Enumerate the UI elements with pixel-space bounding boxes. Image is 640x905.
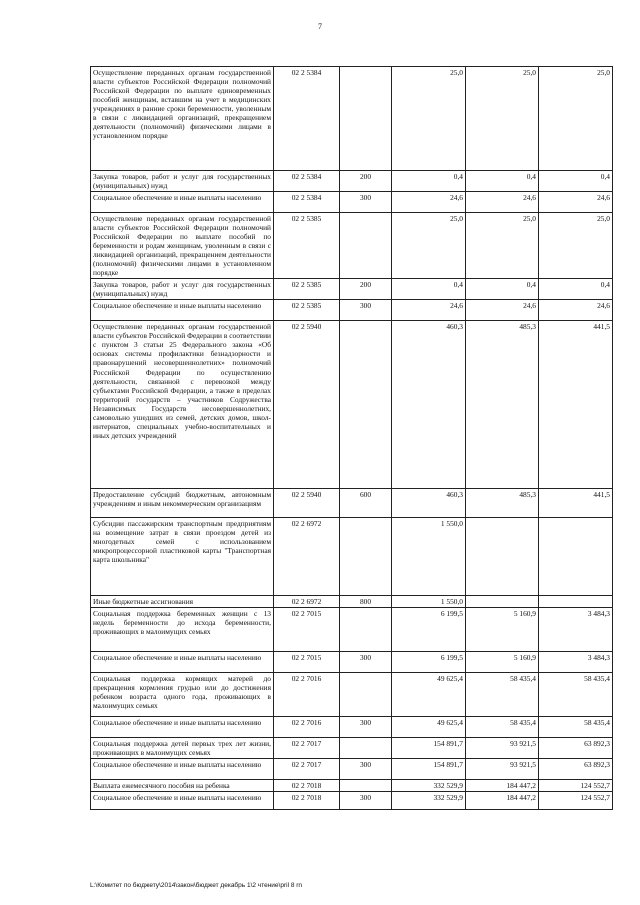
- page-number: 7: [318, 22, 322, 31]
- file-path-footer: L:\Комитет по бюджету\2014\закон\бюджет декабрь 1\2 чтение\pril 8 rn: [90, 882, 303, 889]
- table-row: [91, 596, 613, 608]
- expense-type-code: [340, 738, 392, 759]
- amount-2016: 0,4: [466, 279, 539, 300]
- amount-2016: 93 921,5: [466, 759, 539, 780]
- amount-2015: 154 891,7: [392, 738, 466, 759]
- amount-2015: 154 891,7: [392, 759, 466, 780]
- table-row: [91, 213, 613, 279]
- row-description: Закупка товаров, работ и услуг для государственных (муниципальных) нужд: [91, 171, 274, 192]
- amount-2016: 5 160,9: [466, 652, 539, 673]
- expense-type-code: 600: [340, 489, 392, 518]
- expense-type-code: 300: [340, 717, 392, 738]
- expense-type-code: 300: [340, 192, 392, 213]
- target-article-code: 02 2 5940: [274, 489, 340, 518]
- expense-type-code: [340, 213, 392, 279]
- table-row: [91, 673, 613, 717]
- target-article-code: 02 2 5385: [274, 279, 340, 300]
- amount-2016: 184 447,2: [466, 792, 539, 810]
- expense-type-code: [340, 608, 392, 652]
- row-description: Осуществление переданных органам государственной власти субъектов Российской Федерации в соответствии с пунктом 3 статьи 25 Федерального закона «Об основах системы профилактики безнадзорности и правонарушений несовершеннолетних» полномочий Российской Федерации по осуществлению деятельности, связанной с перевозкой между субъектами Российской Федерации, а также в пределах территорий государств – участников Содружества Независимых Государств несовершеннолетних, самовольно ушедших из семей, детских домов, школ-интернатов, специальных учебно-воспитательных и иных детских учреждений: [91, 321, 274, 489]
- table-body: [91, 67, 613, 810]
- budget-table: [90, 66, 613, 810]
- amount-2017: 25,0: [539, 213, 613, 279]
- target-article-code: 02 2 7015: [274, 608, 340, 652]
- amount-2015: 6 199,5: [392, 652, 466, 673]
- amount-2015: 25,0: [392, 67, 466, 171]
- amount-2017: 0,4: [539, 279, 613, 300]
- row-description: Социальная поддержка детей первых трех лет жизни, проживающих в малоимущих семьях: [91, 738, 274, 759]
- amount-2015: 25,0: [392, 213, 466, 279]
- amount-2015: 49 625,4: [392, 673, 466, 717]
- amount-2016: 25,0: [466, 213, 539, 279]
- row-description: Закупка товаров, работ и услуг для государственных (муниципальных) нужд: [91, 279, 274, 300]
- amount-2016: 25,0: [466, 67, 539, 171]
- amount-2016: [466, 596, 539, 608]
- amount-2015: 460,3: [392, 489, 466, 518]
- row-description: Социальное обеспечение и иные выплаты населению: [91, 792, 274, 810]
- amount-2015: 332 529,9: [392, 792, 466, 810]
- table-row: [91, 759, 613, 780]
- target-article-code: 02 2 7016: [274, 673, 340, 717]
- amount-2015: 332 529,9: [392, 780, 466, 792]
- row-description: Социальная поддержка беременных женщин с 13 недель беременности до исхода беременности, проживающих в малоимущих семьях: [91, 608, 274, 652]
- amount-2015: 6 199,5: [392, 608, 466, 652]
- table-row: [91, 489, 613, 518]
- expense-type-code: 300: [340, 300, 392, 321]
- table-row: [91, 279, 613, 300]
- table-row: [91, 652, 613, 673]
- target-article-code: 02 2 5385: [274, 300, 340, 321]
- expense-type-code: 200: [340, 171, 392, 192]
- row-description: Социальная поддержка кормящих матерей до прекращения кормления грудью или до достижения ребенком возраста одного года, проживающих в малоимущих семьях: [91, 673, 274, 717]
- amount-2017: 58 435,4: [539, 717, 613, 738]
- row-description: Осуществление переданных органам государственной власти субъектов Российской Федерации полномочий Российской Федерации по выплате единовременных пособий женщинам, вставшим на учет в медицинских учреждениях в ранние сроки беременности, уволенным в связи с ликвидацией организаций, прекращением деятельности (полномочий) физическими лицами в установленном порядке: [91, 67, 274, 171]
- row-description: Социальное обеспечение и иные выплаты населению: [91, 652, 274, 673]
- amount-2017: [539, 518, 613, 596]
- amount-2015: 460,3: [392, 321, 466, 489]
- amount-2016: 24,6: [466, 300, 539, 321]
- target-article-code: 02 2 7017: [274, 759, 340, 780]
- amount-2017: 3 484,3: [539, 608, 613, 652]
- table-row: [91, 171, 613, 192]
- row-description: Выплата ежемесячного пособия на ребенка: [91, 780, 274, 792]
- expense-type-code: 300: [340, 792, 392, 810]
- amount-2017: 124 552,7: [539, 780, 613, 792]
- amount-2015: 1 550,0: [392, 596, 466, 608]
- expense-type-code: [340, 673, 392, 717]
- table-row: [91, 792, 613, 810]
- amount-2016: [466, 518, 539, 596]
- table-row: [91, 518, 613, 596]
- amount-2016: 485,3: [466, 321, 539, 489]
- amount-2016: 58 435,4: [466, 673, 539, 717]
- table-row: [91, 608, 613, 652]
- row-description: Социальное обеспечение и иные выплаты населению: [91, 717, 274, 738]
- expense-type-code: 300: [340, 652, 392, 673]
- amount-2016: 93 921,5: [466, 738, 539, 759]
- target-article-code: 02 2 5384: [274, 192, 340, 213]
- expense-type-code: [340, 780, 392, 792]
- amount-2017: 58 435,4: [539, 673, 613, 717]
- target-article-code: 02 2 6972: [274, 518, 340, 596]
- amount-2016: 24,6: [466, 192, 539, 213]
- target-article-code: 02 2 7018: [274, 792, 340, 810]
- expense-type-code: [340, 321, 392, 489]
- amount-2017: 441,5: [539, 489, 613, 518]
- target-article-code: 02 2 5385: [274, 213, 340, 279]
- target-article-code: 02 2 7017: [274, 738, 340, 759]
- target-article-code: 02 2 7016: [274, 717, 340, 738]
- amount-2016: 58 435,4: [466, 717, 539, 738]
- table-row: [91, 780, 613, 792]
- row-description: Социальное обеспечение и иные выплаты населению: [91, 192, 274, 213]
- target-article-code: 02 2 6972: [274, 596, 340, 608]
- amount-2015: 24,6: [392, 192, 466, 213]
- expense-type-code: 300: [340, 759, 392, 780]
- amount-2015: 49 625,4: [392, 717, 466, 738]
- amount-2017: 3 484,3: [539, 652, 613, 673]
- amount-2017: 24,6: [539, 192, 613, 213]
- table-row: [91, 717, 613, 738]
- row-description: Осуществление переданных органам государственной власти субъектов Российской Федерации полномочий Российской Федерации по выплате пособий по беременности и родам женщинам, уволенным в связи с ликвидацией организаций, прекращением деятельности (полномочий) физическими лицами в установленном порядке: [91, 213, 274, 279]
- amount-2017: [539, 596, 613, 608]
- expense-type-code: [340, 67, 392, 171]
- table-row: [91, 192, 613, 213]
- target-article-code: 02 2 7015: [274, 652, 340, 673]
- amount-2017: 124 552,7: [539, 792, 613, 810]
- amount-2017: 0,4: [539, 171, 613, 192]
- amount-2015: 24,6: [392, 300, 466, 321]
- row-description: Предоставление субсидий бюджетным, автономным учреждениям и иным некоммерческим организациям: [91, 489, 274, 518]
- amount-2015: 0,4: [392, 279, 466, 300]
- amount-2016: 485,3: [466, 489, 539, 518]
- amount-2017: 63 892,3: [539, 738, 613, 759]
- expense-type-code: 200: [340, 279, 392, 300]
- amount-2017: 441,5: [539, 321, 613, 489]
- amount-2016: 0,4: [466, 171, 539, 192]
- amount-2016: 184 447,2: [466, 780, 539, 792]
- row-description: Социальное обеспечение и иные выплаты населению: [91, 300, 274, 321]
- amount-2017: 63 892,3: [539, 759, 613, 780]
- amount-2017: 25,0: [539, 67, 613, 171]
- table-row: [91, 300, 613, 321]
- expense-type-code: 800: [340, 596, 392, 608]
- target-article-code: 02 2 5940: [274, 321, 340, 489]
- target-article-code: 02 2 5384: [274, 171, 340, 192]
- amount-2017: 24,6: [539, 300, 613, 321]
- target-article-code: 02 2 5384: [274, 67, 340, 171]
- expense-type-code: [340, 518, 392, 596]
- target-article-code: 02 2 7018: [274, 780, 340, 792]
- row-description: Социальное обеспечение и иные выплаты населению: [91, 759, 274, 780]
- table-row: [91, 321, 613, 489]
- row-description: Субсидии пассажирским транспортным предприятиям на возмещение затрат в связи проездом детей из многодетных семей с использованием микропроцессорной пластиковой карты "Транспортная карта школьника": [91, 518, 274, 596]
- amount-2015: 0,4: [392, 171, 466, 192]
- amount-2016: 5 160,9: [466, 608, 539, 652]
- table-row: [91, 67, 613, 171]
- table-row: [91, 738, 613, 759]
- row-description: Иные бюджетные ассигнования: [91, 596, 274, 608]
- amount-2015: 1 550,0: [392, 518, 466, 596]
